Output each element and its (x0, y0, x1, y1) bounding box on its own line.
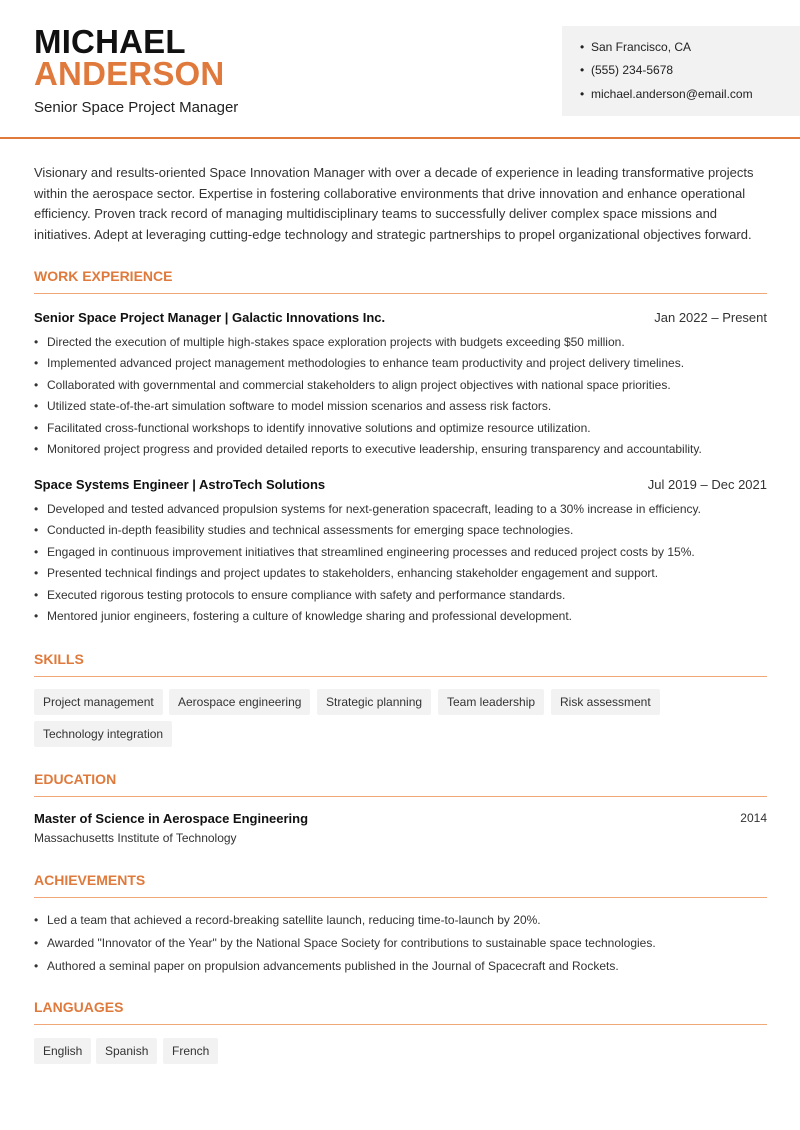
job-entry-1 (34, 310, 767, 325)
list-item: • Collaborated with governmental and commercial stakeholders to align project objectives with national space priorities. (34, 377, 671, 392)
job-2-dates: Jul 2019 – Dec 2021 (647, 477, 767, 492)
job-1-bullets (34, 332, 774, 460)
skill-tag: Strategic planning (317, 689, 431, 715)
skills-heading: SKILLS (34, 651, 767, 677)
job-2-role: Space Systems Engineer | AstroTech Solutions (34, 477, 326, 492)
list-item: • Awarded "Innovator of the Year" by the National Space Society for contributions to sustainable space technologies. (34, 936, 656, 950)
education-heading: EDUCATION (34, 771, 767, 797)
contact-phone-text: (555) 234-5678 (591, 63, 674, 77)
language-tag: Spanish (96, 1038, 157, 1064)
contact-box (562, 26, 800, 116)
list-item: • Led a team that achieved a record-breaking satellite launch, reducing time-to-launch by 20%. (34, 913, 541, 927)
job-1-dates: Jan 2022 – Present (654, 310, 767, 325)
education-degree: Master of Science in Aerospace Engineering (34, 811, 309, 826)
work-experience-heading: WORK EXPERIENCE (34, 268, 767, 294)
languages-heading: LANGUAGES (34, 999, 767, 1025)
list-item: • Implemented advanced project management methodologies to enhance team productivity and project delivery timelines. (34, 356, 685, 371)
professional-summary: Visionary and results-oriented Space Innovation Manager with over a decade of experience in leading transformative projects within the aerospace sector. Expertise in fostering collaborative environments that drive innovation and enhance operational efficiency. Proven track record of managing multidisciplinary teams to successfully deliver complex space missions and initiatives. Adept at leveraging cutting-edge technology and strategic partnerships to propel organizational objectives forward. (34, 165, 754, 243)
list-item: • Monitored project progress and provided detailed reports to executive leadership, ensuring transparency and accountability. (34, 441, 702, 456)
resume-header (0, 0, 800, 139)
skill-tag: Risk assessment (551, 689, 660, 715)
language-tag: English (34, 1038, 91, 1064)
contact-email: • michael.anderson@email.com (580, 87, 753, 101)
job-2-bullets (34, 499, 774, 627)
language-tag: French (163, 1038, 218, 1064)
education-year: 2014 (740, 811, 767, 825)
list-item: • Presented technical findings and project updates to stakeholders, enhancing stakeholder engagement and support. (34, 566, 659, 581)
list-item: • Authored a seminal paper on propulsion advancements published in the Journal of Spacecraft and Rockets. (34, 959, 619, 973)
achievements-heading: ACHIEVEMENTS (34, 872, 767, 898)
contact-email-text: michael.anderson@email.com (591, 87, 753, 101)
list-item: • Developed and tested advanced propulsion systems for next-generation spacecraft, leading to a 30% increase in efficiency. (34, 502, 701, 516)
last-name: ANDERSON (34, 55, 225, 92)
list-item: • Utilized state-of-the-art simulation software to model mission scenarios and assess risk factors. (34, 399, 552, 414)
skill-tag: Technology integration (34, 721, 172, 747)
contact-location: • San Francisco, CA (580, 40, 692, 54)
achievements-list (34, 909, 774, 978)
contact-phone: • (555) 234-5678 (580, 63, 674, 77)
education-school: Massachusetts Institute of Technology (34, 831, 237, 845)
list-item: • Engaged in continuous improvement initiatives that streamlined engineering processes and reduced project costs by 15%. (34, 544, 695, 559)
contact-location-text: San Francisco, CA (591, 40, 692, 54)
job-title: Senior Space Project Manager (34, 99, 239, 116)
list-item: • Directed the execution of multiple high-stakes space exploration projects with budgets exceeding $50 million. (34, 335, 625, 349)
list-item: • Facilitated cross-functional workshops to identify innovative solutions and optimize resource utilization. (34, 420, 591, 435)
job-1-role: Senior Space Project Manager | Galactic Innovations Inc. (34, 310, 386, 325)
skill-tag: Aerospace engineering (169, 689, 310, 715)
list-item: • Mentored junior engineers, fostering a culture of knowledge sharing and professional development. (34, 608, 572, 623)
job-entry-2 (34, 477, 767, 492)
list-item: • Conducted in-depth feasibility studies and technical assessments for emerging space technologies. (34, 523, 574, 538)
skill-tag: Project management (34, 689, 163, 715)
skill-tag: Team leadership (438, 689, 544, 715)
list-item: • Executed rigorous testing protocols to ensure compliance with safety and performance standards. (34, 587, 566, 602)
first-name: MICHAEL (34, 23, 186, 60)
